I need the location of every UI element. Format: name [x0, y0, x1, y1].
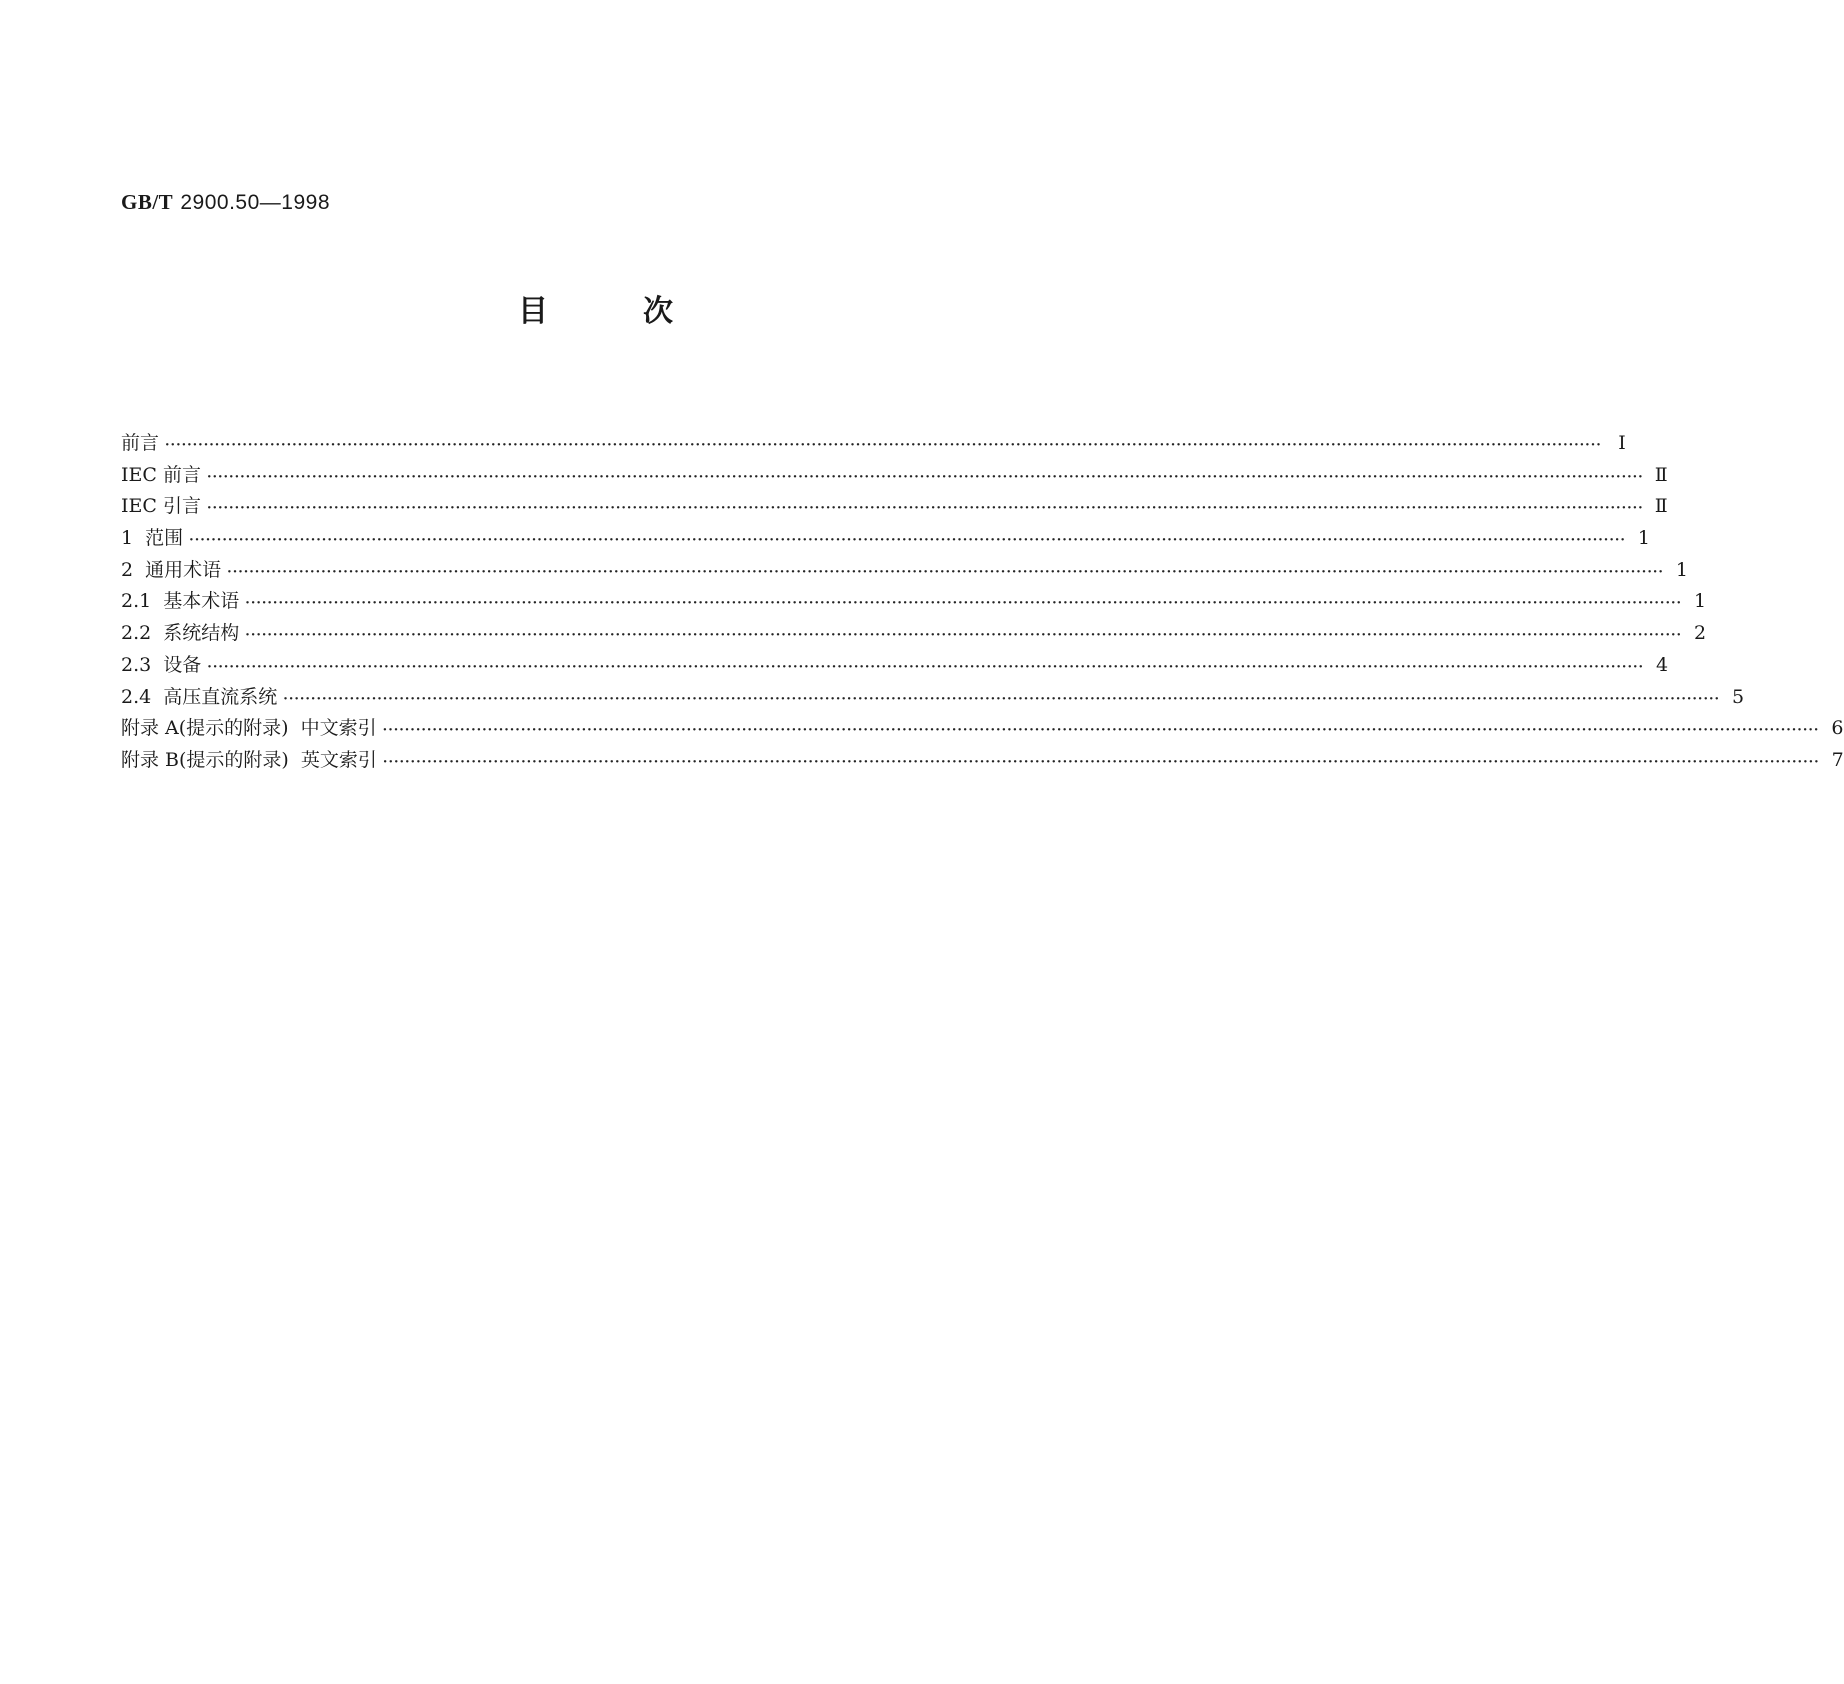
toc-entry-page: 6: [1831, 717, 1844, 740]
toc-entry[interactable]: [121, 491, 1668, 523]
toc-entry-label: IEC 引言: [121, 495, 201, 518]
toc-leader-dots: ····································································································································································································································································: [245, 628, 1683, 644]
toc-leader-dots: ····································································································································································································································································: [206, 501, 1644, 517]
standard-number: 2900.50—1998: [180, 191, 331, 214]
toc-entry-label: 2.1 基本术语: [121, 590, 240, 613]
toc-entry-page: 1: [1637, 527, 1650, 550]
toc-entry-page: 4: [1655, 653, 1669, 676]
toc-entry[interactable]: [121, 555, 1688, 587]
toc-entry[interactable]: [121, 586, 1707, 618]
toc-entry-label: 附录 A(提示的附录) 中文索引: [121, 717, 377, 740]
toc-entry[interactable]: [121, 523, 1650, 555]
toc-leader-dots: ····································································································································································································································································: [283, 691, 1721, 707]
toc-entry[interactable]: [121, 650, 1669, 682]
toc-entry[interactable]: [121, 460, 1668, 492]
toc-leader-dots: ····································································································································································································································································: [165, 438, 1602, 453]
toc-leader-dots: ····································································································································································································································································: [189, 533, 1626, 549]
toc-title: [0, 286, 1191, 330]
toc-entry-label: 1 范围: [121, 527, 184, 550]
toc-entry[interactable]: [121, 745, 1844, 777]
standard-code: [121, 190, 330, 215]
toc-entry[interactable]: [121, 428, 1626, 460]
toc-title-left: 目: [518, 294, 548, 329]
toc-entry-page: I: [1618, 432, 1626, 454]
toc-entry-page: 5: [1731, 685, 1745, 708]
toc-entry-label: 2.3 设备: [121, 653, 202, 676]
toc-entry-page: 2: [1693, 622, 1707, 645]
toc-title-right: 次: [643, 294, 673, 329]
table-of-contents: [121, 428, 1844, 777]
toc-entry-label: 前言: [121, 432, 160, 454]
toc-leader-dots: ····································································································································································································································································: [382, 754, 1820, 770]
toc-entry-page: 1: [1675, 558, 1688, 581]
toc-leader-dots: ····································································································································································································································································: [245, 596, 1683, 612]
toc-entry-label: IEC 前言: [121, 463, 201, 486]
standard-prefix: GB/T: [121, 190, 174, 214]
toc-entry-label: 2.4 高压直流系统: [121, 685, 278, 708]
toc-leader-dots: ····································································································································································································································································: [207, 659, 1645, 675]
toc-entry-label: 附录 B(提示的附录) 英文索引: [121, 748, 377, 771]
toc-entry[interactable]: [121, 682, 1745, 714]
toc-entry-page: 7: [1831, 748, 1844, 771]
toc-entry[interactable]: [121, 713, 1844, 745]
toc-entry-label: 2.2 系统结构: [121, 622, 240, 645]
toc-entry-label: 2 通用术语: [121, 558, 222, 581]
toc-entry[interactable]: [121, 618, 1707, 650]
toc-entry-page: 1: [1693, 590, 1707, 613]
toc-entry-page: Ⅱ: [1654, 463, 1668, 486]
toc-entry-page: Ⅱ: [1654, 495, 1668, 518]
toc-leader-dots: ····································································································································································································································································: [206, 469, 1644, 485]
toc-leader-dots: ····································································································································································································································································: [382, 723, 1820, 739]
toc-leader-dots: ····································································································································································································································································: [227, 564, 1664, 580]
